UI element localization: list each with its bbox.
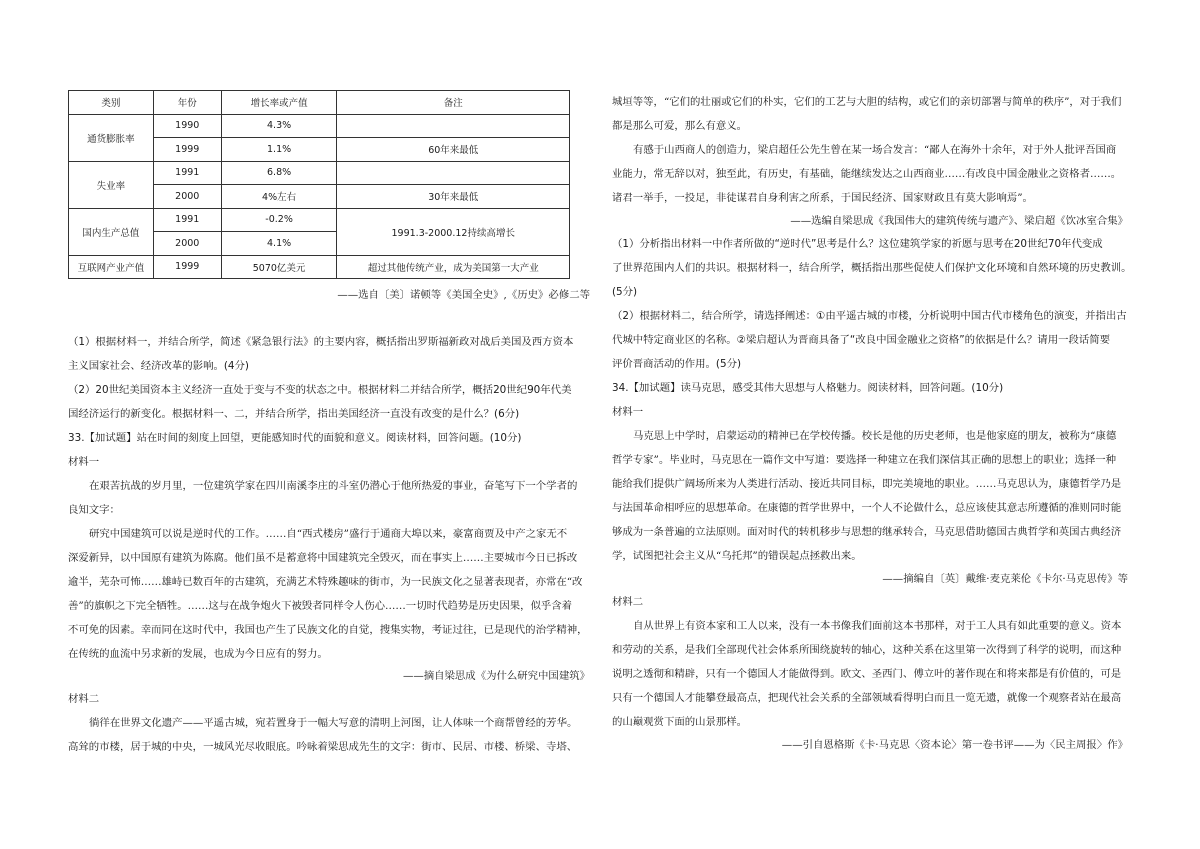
table-cell: 1991.3-2000.12持续高增长: [337, 208, 570, 255]
table-header: 增长率或产值: [221, 91, 337, 115]
material-label: 材料二: [612, 596, 644, 608]
material-text-line: 良知文字：: [68, 504, 120, 516]
material-text-line: 逾半，芜杂可怖……雄峙已数百年的古建筑，充满艺术特殊趣味的街市，为一民族文化之显著表现者，亦常在“改: [68, 576, 583, 588]
material-text-line: 高耸的市楼，居于城的中央，一城风光尽收眼底。吟咏着梁思成先生的文字：街市、民居、市楼、桥梁、寺塔、: [68, 741, 578, 753]
material-text-line: 业能力，常无辞以对，独至此，有历史，有基础，能继续发达之山西商业……有改良中国金融业之资格者……。: [612, 168, 1122, 180]
table-row: [69, 255, 570, 279]
question-2-line: 国经济运行的新变化。根据材料一、二，并结合所学，指出美国经济一直没有改变的是什么？(6分): [68, 408, 520, 420]
material-text-line: 都是那么可爱，那么有意义。: [612, 120, 748, 132]
table-cell: 4.1%: [221, 232, 337, 256]
table-cell: 2000: [153, 232, 221, 256]
material-source: ——引自恩格斯《卡·马克思〈资本论〉第一卷书评——为〈民主周报〉作》: [781, 739, 1128, 751]
material-text-line: 不可免的因素。幸而同在这时代中，我国也产生了民族文化的自觉，搜集实物，考证过往，已是现代的治学精神，: [68, 624, 588, 636]
table-cell: 超过其他传统产业，成为美国第一大产业: [337, 255, 570, 279]
material-label: 材料一: [612, 406, 644, 418]
table-header: 年份: [153, 91, 221, 115]
table-cell: 4%左右: [221, 185, 337, 209]
table-header: 类别: [69, 91, 154, 115]
material-text-line: 自从世界上有资本家和工人以来，没有一本书像我们面前这本书那样，对于工人具有如此重要的意义。资本: [633, 620, 1122, 632]
table-cell: 30年来最低: [337, 185, 570, 209]
table-cell: 1991: [153, 161, 221, 185]
table-cell: 1999: [153, 138, 221, 162]
data-table: [68, 90, 570, 279]
table-cell: 4.3%: [221, 114, 337, 138]
table-cell: 1991: [153, 208, 221, 232]
table-cell: 1.1%: [221, 138, 337, 162]
material-source: ——摘编自〔英〕戴维·麦克莱伦《卡尔·马克思传》等: [882, 573, 1128, 585]
table-row: [69, 114, 570, 138]
table-cell: [337, 114, 570, 138]
question-34-title: 34.【加试题】读马克思，感受其伟大思想与人格魅力。阅读材料，回答问题。(10分): [612, 382, 1004, 394]
material-text-line: 的山巅观赏下面的山景那样。: [612, 716, 748, 728]
material-text-line: 能给我们提供广阔场所来为人类进行活动、接近共同目标，即完美境地的职业。……马克思认为，康德哲学乃是: [612, 478, 1122, 490]
table-header: 备注: [337, 91, 570, 115]
table-category: 失业率: [69, 161, 154, 208]
material-text-line: 有感于山西商人的创造力，梁启超任公先生曾在某一场合发言：“鄙人在海外十余年，对于外人批评吾国商: [633, 144, 1117, 156]
question-1-line: （1）根据材料一，并结合所学，简述《紧急银行法》的主要内容，概括指出罗斯福新政对战后美国及西方资本: [68, 336, 574, 348]
question-2-line: （2）20世纪美国资本主义经济一直处于变与不变的状态之中。根据材料二并结合所学，概括20世纪90年代美: [68, 384, 572, 396]
question-33-1-line: （1）分析指出材料一中作者所做的“逆时代”思考是什么？这位建筑学家的祈愿与思考在20世纪70年代变成: [612, 238, 1103, 250]
table-cell: [337, 161, 570, 185]
material-text-line: 深爱新异，以中国原有建筑为陈腐。他们虽不是蓄意将中国建筑完全毁灭，而在事实上……主要城市今日已拆改: [68, 552, 578, 564]
material-text-line: 学，试图把社会主义从“乌托邦”的错误起点拯救出来。: [612, 550, 862, 562]
material-text-line: 只有一个德国人才能攀登最高点，把现代社会关系的全部领域看得明白而且一览无遗，就像一个观察者站在最高: [612, 692, 1122, 704]
table-source: ——选自〔美〕诺顿等《美国全史》,《历史》必修二等: [337, 289, 590, 301]
question-1-line: 主义国家社会、经济改革的影响。(4分): [68, 360, 249, 372]
table-category: 国内生产总值: [69, 208, 154, 255]
material-label: 材料一: [68, 456, 100, 468]
material-text-line: 城垣等等，“它们的壮丽或它们的朴实，它们的工艺与大胆的结构，或它们的亲切部署与简单的秩序”，对于我们: [612, 96, 1122, 108]
material-text-line: 与法国革命相呼应的思想革命。在康德的哲学世界中，一个人不论做什么，总应该使其意志所遵循的准则同时能: [612, 502, 1122, 514]
question-33-2-line: （2）根据材料二，结合所学，请选择阐述：①由平遥古城的市楼，分析说明中国古代市楼角色的演变，并指出古: [612, 310, 1127, 322]
material-text-line: 诸君一举手，一投足，非徒谋君自身利害之所系，于国民经济、国家财政且有莫大影响焉”。: [612, 192, 1033, 204]
question-33-1-line: (5分): [612, 286, 638, 298]
table-cell: 60年来最低: [337, 138, 570, 162]
table-cell: -0.2%: [221, 208, 337, 232]
question-33-title: 33.【加试题】站在时间的刻度上回望，更能感知时代的面貌和意义。阅读材料，回答问题。(10分): [68, 432, 522, 444]
material-text-line: 够成为一条普遍的立法原则。面对时代的转机移步与思想的继承转合，马克思借助德国古典哲学和英国古典经济: [612, 526, 1122, 538]
material-text-line: 和劳动的关系，是我们全部现代社会体系所围绕旋转的轴心，这种关系在这里第一次得到了科学的说明，而这种: [612, 644, 1122, 656]
table-cell: 6.8%: [221, 161, 337, 185]
table-category: 通货膨胀率: [69, 114, 154, 161]
question-33-1-line: 了世界范围内人们的共识。根据材料一，结合所学，概括指出那些促使人们保护文化环境和自然环境的历史教训。: [612, 262, 1132, 274]
table-cell: 5070亿美元: [221, 255, 337, 279]
material-text-line: 哲学专家”。毕业时，马克思在一篇作文中写道：要选择一种建立在我们深信其正确的思想上的职业；选择一种: [612, 454, 1117, 466]
material-text-line: 马克思上中学时，启蒙运动的精神已在学校传播。校长是他的历史老师，也是他家庭的朋友，被称为“康德: [633, 430, 1117, 442]
table-row: [69, 208, 570, 232]
question-33-2-line: 评价晋商活动的作用。(5分): [612, 358, 742, 370]
material-source: ——选编自梁思成《我国伟大的建筑传统与遗产》、梁启超《饮冰室合集》: [790, 215, 1128, 227]
material-label: 材料二: [68, 693, 100, 705]
table-header-row: [69, 91, 570, 115]
table-row: [69, 161, 570, 185]
material-text-line: 在传统的血流中另求新的发展，也成为今日应有的努力。: [68, 648, 328, 660]
material-source: ——摘自梁思成《为什么研究中国建筑》: [402, 670, 590, 682]
material-text-line: 徜徉在世界文化遗产——平遥古城，宛若置身于一幅大写意的清明上河图，让人体味一个商帮曾经的芳华。: [89, 717, 578, 729]
material-text-line: 在艰苦抗战的岁月里，一位建筑学家在四川南溪李庄的斗室仍潜心于他所热爱的事业，奋笔写下一个学者的: [89, 480, 578, 492]
table-cell: 1999: [153, 255, 221, 279]
question-33-2-line: 代城中特定商业区的名称。②梁启超认为晋商具备了“改良中国金融业之资格”的依据是什么？请用一段话简要: [612, 334, 1111, 346]
table-category: 互联网产业产值: [69, 255, 154, 279]
material-text-line: 研究中国建筑可以说是逆时代的工作。……自“西式楼房”盛行于通商大埠以来，豪富商贾及中产之家无不: [89, 528, 568, 540]
material-text-line: 善”的旗帜之下完全牺牲。……这与在战争炮火下被毁者同样令人伤心……一切时代趋势是历史因果，似乎含着: [68, 600, 573, 612]
table-cell: 1990: [153, 114, 221, 138]
table-cell: 2000: [153, 185, 221, 209]
material-text-line: 说明之透彻和精辟，只有一个德国人才能做得到。欧文、圣西门、傅立叶的著作现在和将来都是有价值的，可是: [612, 668, 1122, 680]
